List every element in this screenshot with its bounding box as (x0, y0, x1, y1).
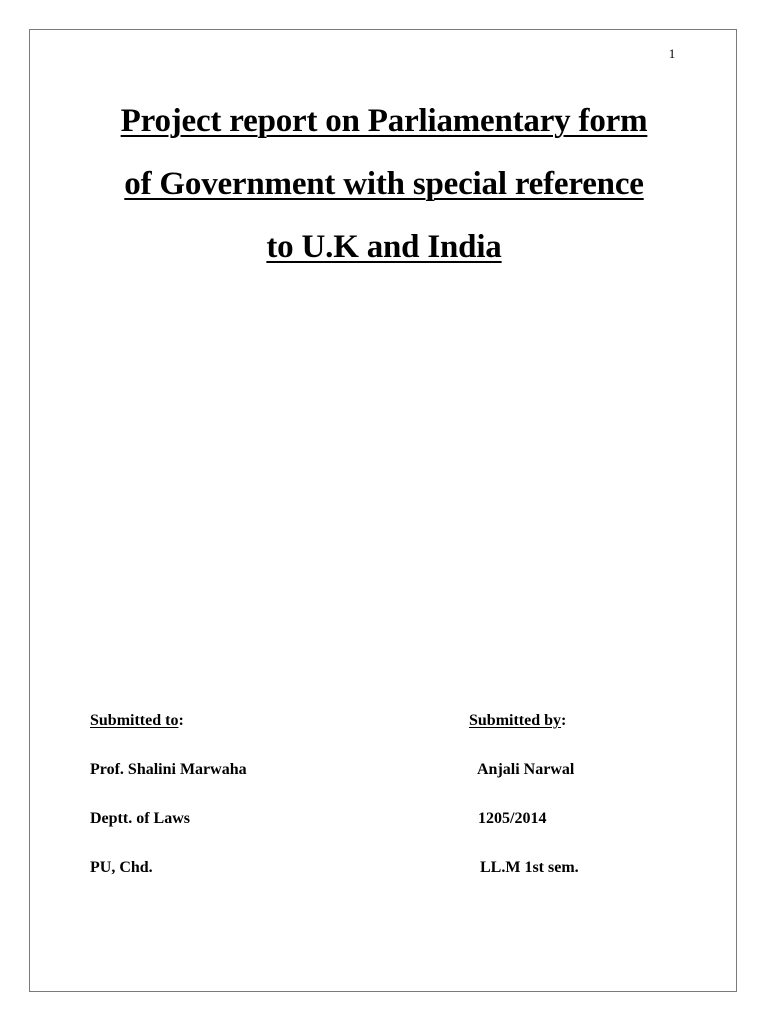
title-line-1: Project report on Parliamentary form (120, 103, 648, 139)
page-number: 1 (668, 46, 676, 61)
title-line-3: to U.K and India (266, 229, 502, 265)
student-roll-number: 1205/2014 (478, 810, 547, 827)
submitted-to-label: Submitted to (90, 712, 179, 729)
submitted-by-colon: : (561, 712, 567, 729)
student-course: LL.M 1st sem. (480, 859, 579, 876)
report-title (60, 90, 708, 279)
submitted-to-heading (90, 711, 247, 760)
submitted-by-label: Submitted by (469, 712, 562, 729)
submitted-by-block (469, 711, 579, 907)
submitted-by-heading (469, 711, 579, 760)
student-name: Anjali Narwal (477, 761, 575, 778)
supervisor-department: Deptt. of Laws (90, 810, 190, 827)
submitted-to-block (90, 711, 247, 907)
supervisor-name: Prof. Shalini Marwaha (90, 761, 247, 778)
supervisor-institution: PU, Chd. (90, 859, 153, 876)
submitted-to-colon: : (178, 712, 184, 729)
title-line-2: of Government with special reference (124, 166, 644, 202)
